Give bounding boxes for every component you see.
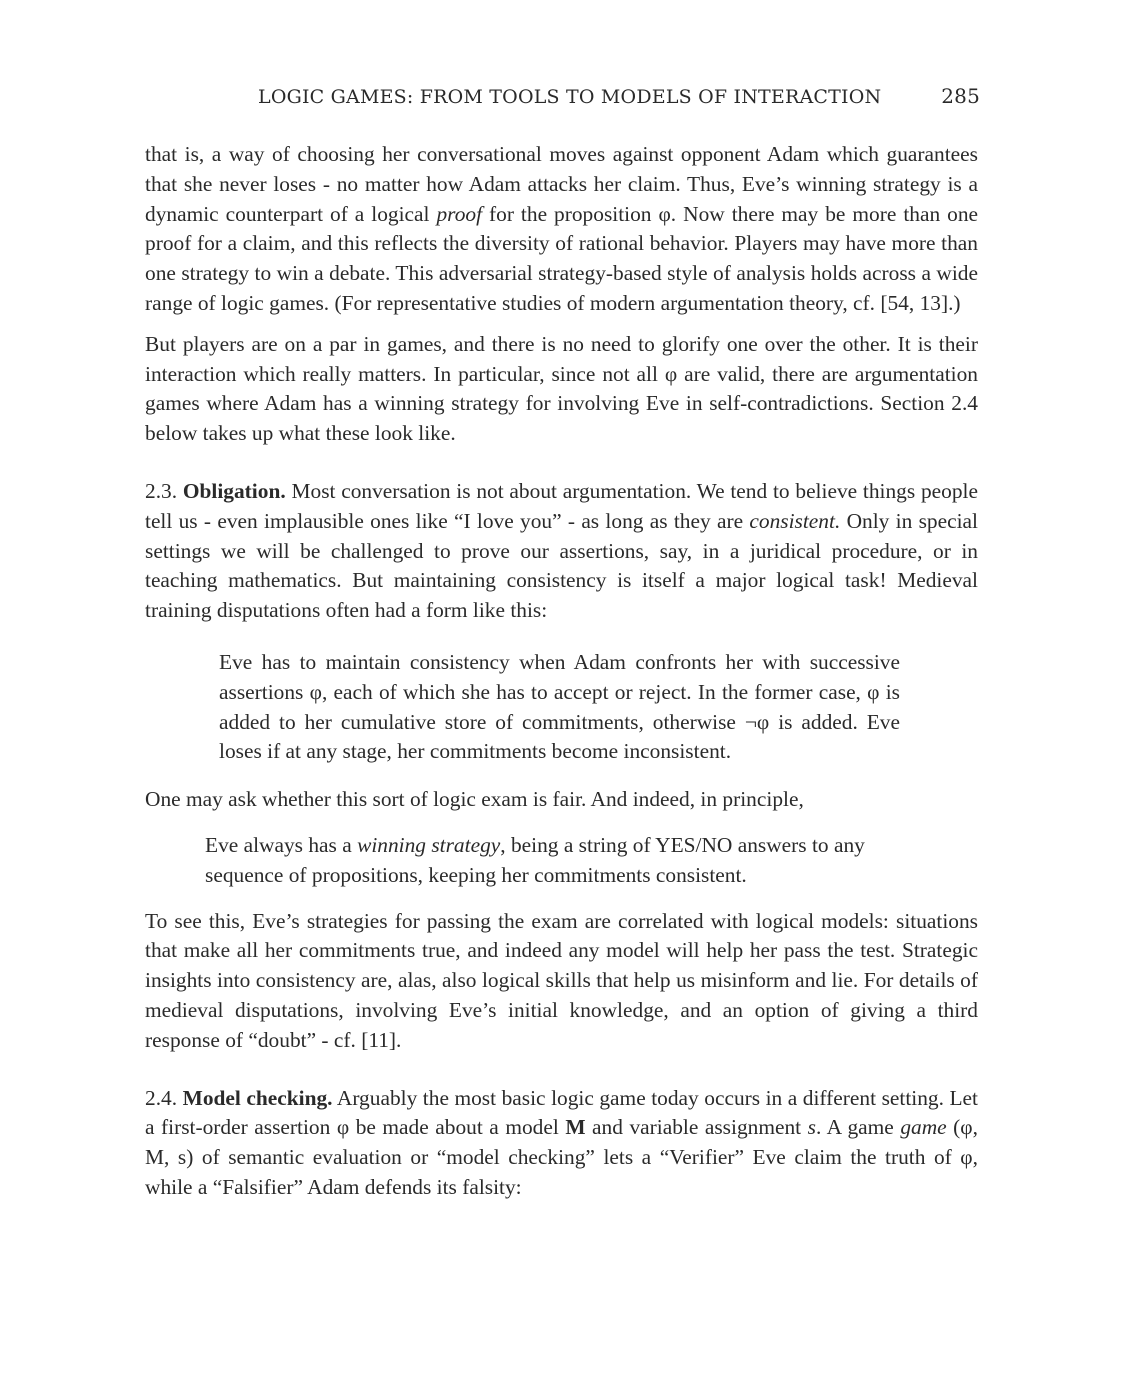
text-run: Arguably the most basic logic game today occurs in a different setting. Let a first-order assertion φ be made about a model [145, 1085, 978, 1140]
block-quote-winning-strategy [205, 831, 910, 891]
paragraph-strategies-models: To see this, Eve’s strategies for passing the exam are correlated with logical models: situations that make all her commitments true, and indeed any model will help her pass the test. Strategic insights into consistency are, alas, also logical skills that help us misinform and lie. For details of medieval disputations, involving Eve’s initial knowledge, and an option of giving a third response of “doubt” - cf. [11]. [145, 908, 978, 1052]
page-body [145, 140, 978, 1203]
section-2-3 [145, 477, 978, 626]
text-run: . A game [815, 1115, 901, 1140]
page-number: 285 [941, 84, 980, 108]
section-title: Model checking. [182, 1085, 333, 1110]
emphasis-winning-strategy: winning strategy [357, 832, 501, 857]
paragraph-players-on-par: But players are on a par in games, and there is no need to glorify one over the other. It is their interaction which really matters. In particular, since not all φ are valid, there are argumentation games where Adam has a winning strategy for involving Eve in self-contradictions. Section 2.4 below takes up what these look like. [145, 331, 978, 446]
text-run: that is, a way of choosing her conversational moves against opponent Adam which guarantees that she never loses - no matter how Adam attacks her claim. Thus, Eve’s winning strategy is a dynamic counterpart of a logical [145, 142, 978, 226]
text-run: for the proposition φ. Now there may be more than one proof for a claim, and this reflects the diversity of rational behavior. Players may have more than one strategy to win a debate. This adversarial strategy-based style of analysis holds across a wide range of logic games. (For representative studies of modern argumentation theory, cf. [54, 13].) [145, 201, 979, 315]
paragraph-eve-strategy [145, 140, 978, 319]
text-run: and variable assignment [585, 1115, 808, 1140]
block-quote-consistency: Eve has to maintain consistency when Adam confronts her with successive assertions φ, each of which she has to accept or reject. In the former case, φ is added to her cumulative store of commitments, otherwise ¬φ is added. Eve loses if at any stage, her commitments become inconsistent. [219, 649, 900, 764]
text-run: , being a string of YES/NO answers to any sequence of propositions, keeping her commitments consistent. [205, 832, 865, 887]
model-symbol: M [565, 1115, 586, 1140]
running-title: LOGIC GAMES: FROM TOOLS TO MODELS OF INTERACTION [258, 86, 882, 108]
emphasis-game: game [900, 1115, 947, 1140]
emphasis-proof: proof [436, 201, 483, 226]
section-number: 2.4. [145, 1085, 178, 1110]
section-title: Obligation. [182, 478, 286, 503]
assignment-symbol: s [807, 1115, 816, 1140]
text-run: Most conversation is not about argumentation. We tend to believe things people tell us - even implausible ones like “I love you” - as long as they are [145, 478, 978, 533]
section-number: 2.3. [145, 478, 178, 503]
emphasis-consistent: consistent. [749, 508, 841, 533]
section-2-4 [145, 1084, 978, 1203]
text-run: Eve always has a [205, 832, 358, 857]
text-run: Only in special settings we will be challenged to prove our assertions, say, in a juridical procedure, or in teaching mathematics. But maintaining consistency is itself a major logical task! Medieval training disputations often had a form like this: [145, 508, 978, 623]
text-run: (φ, M, s) of semantic evaluation or “model checking” lets a “Verifier” Eve claim the truth of φ, while a “Falsifier” Adam defends its falsity: [145, 1115, 978, 1199]
paragraph-logic-exam: One may ask whether this sort of logic exam is fair. And indeed, in principle, [145, 787, 804, 812]
